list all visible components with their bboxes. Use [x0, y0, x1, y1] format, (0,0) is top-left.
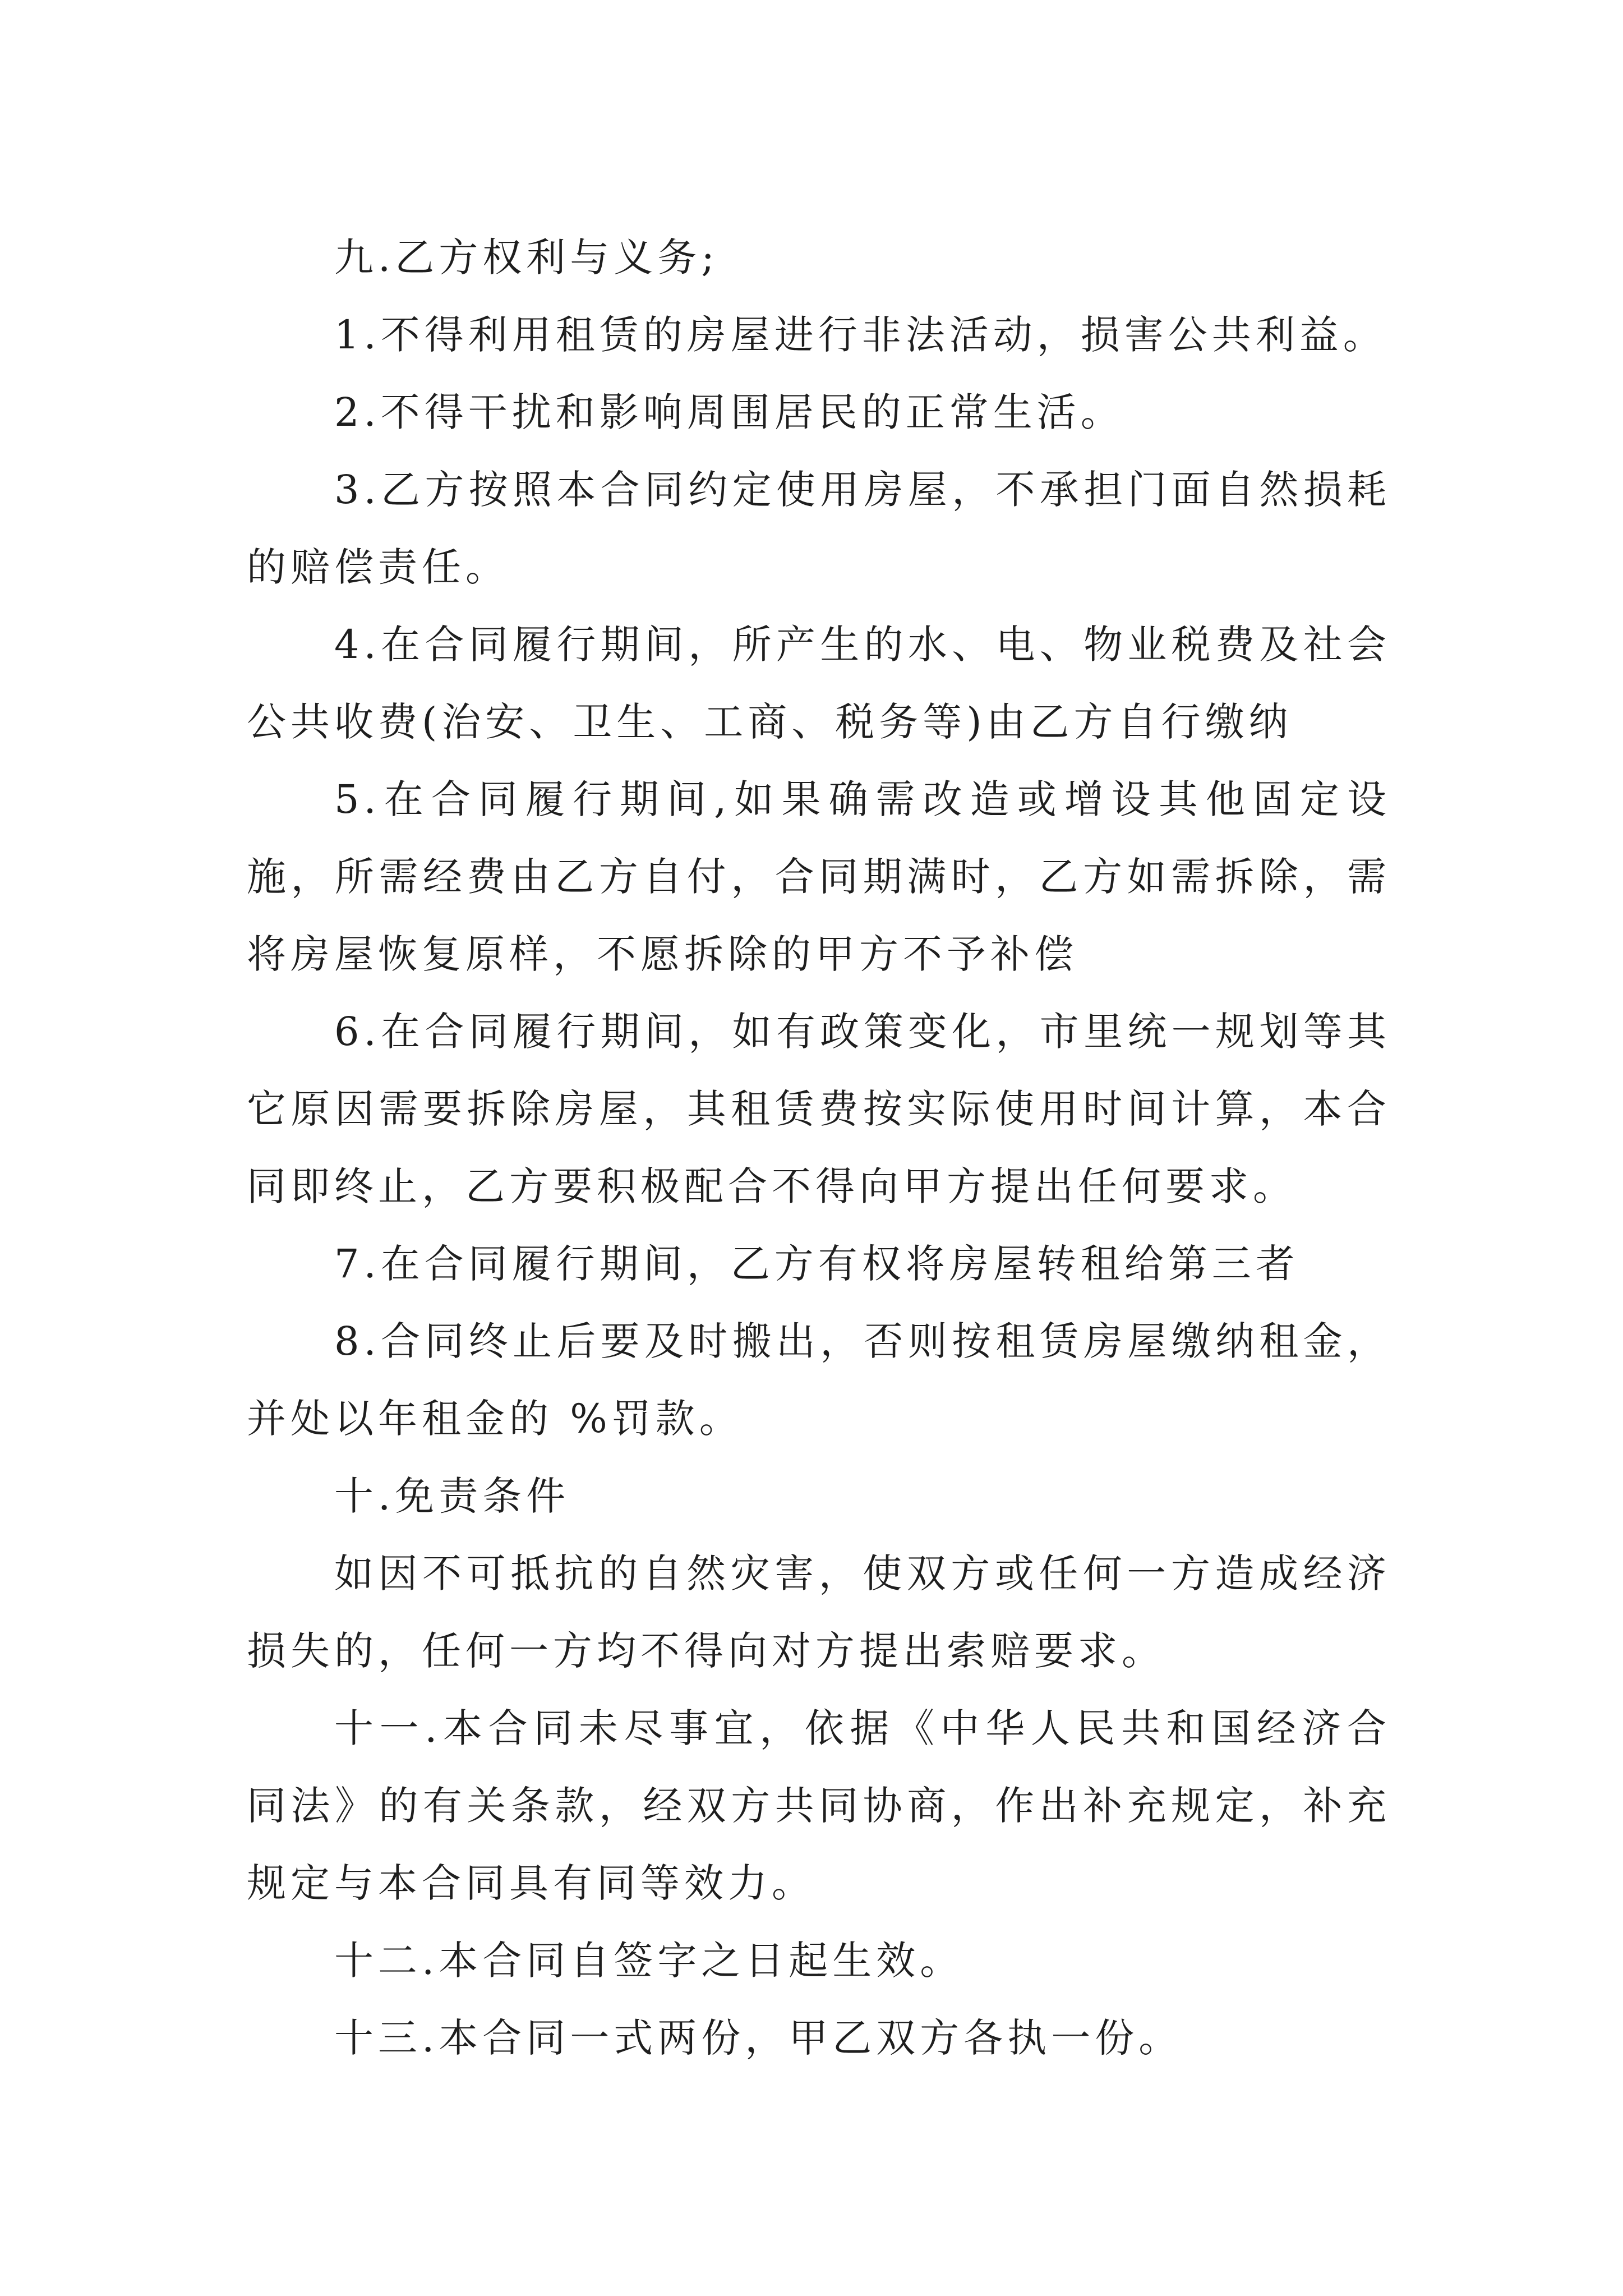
clause-9-7: 7.在合同履行期间，乙方有权将房屋转租给第三者 — [334, 1241, 1299, 1287]
clause-10-body: 如因不可抵抗的自然灾害，使双方或任何一方造成经济损失的，任何一方均不得向对方提出索赔要求。 — [247, 1550, 1391, 1674]
clause-9-6: 6.在合同履行期间，如有政策变化，市里统一规划等其它原因需要拆除房屋，其租赁费按实际使用时间计算，本合同即终止，乙方要积极配合不得向甲方提出任何要求。 — [247, 1009, 1391, 1209]
clause-9-4: 4.在合同履行期间，所产生的水、电、物业税费及社会公共收费(治安、卫生、工商、税务等)由乙方自行缴纳 — [247, 622, 1391, 745]
section-heading-9: 九.乙方权利与义务; — [334, 234, 719, 280]
section-12: 十二.本合同自签字之日起生效。 — [334, 1938, 964, 1984]
section-11: 十一.本合同未尽事宜，依据《中华人民共和国经济合同法》的有关条款，经双方共同协商，作出补充规定，补充规定与本合同具有同等效力。 — [247, 1705, 1391, 1906]
section-heading-10: 十.免责条件 — [334, 1473, 570, 1519]
document-body — [247, 219, 1391, 2077]
section-13: 十三.本合同一式两份，甲乙双方各执一份。 — [334, 2015, 1183, 2061]
clause-9-5: 5.在合同履行期间,如果确需改造或增设其他固定设施，所需经费由乙方自付，合同期满时，乙方如需拆除，需将房屋恢复原样，不愿拆除的甲方不予补偿 — [247, 776, 1391, 977]
clause-9-2: 2.不得干扰和影响周围居民的正常生活。 — [334, 389, 1124, 435]
clause-9-8: 8.合同终止后要及时搬出，否则按租赁房屋缴纳租金，并处以年租金的 %罚款。 — [247, 1318, 1391, 1442]
clause-9-1: 1.不得利用租赁的房屋进行非法活动，损害公共利益。 — [334, 312, 1387, 358]
clause-9-3: 3.乙方按照本合同约定使用房屋，不承担门面自然损耗的赔偿责任。 — [247, 467, 1391, 590]
